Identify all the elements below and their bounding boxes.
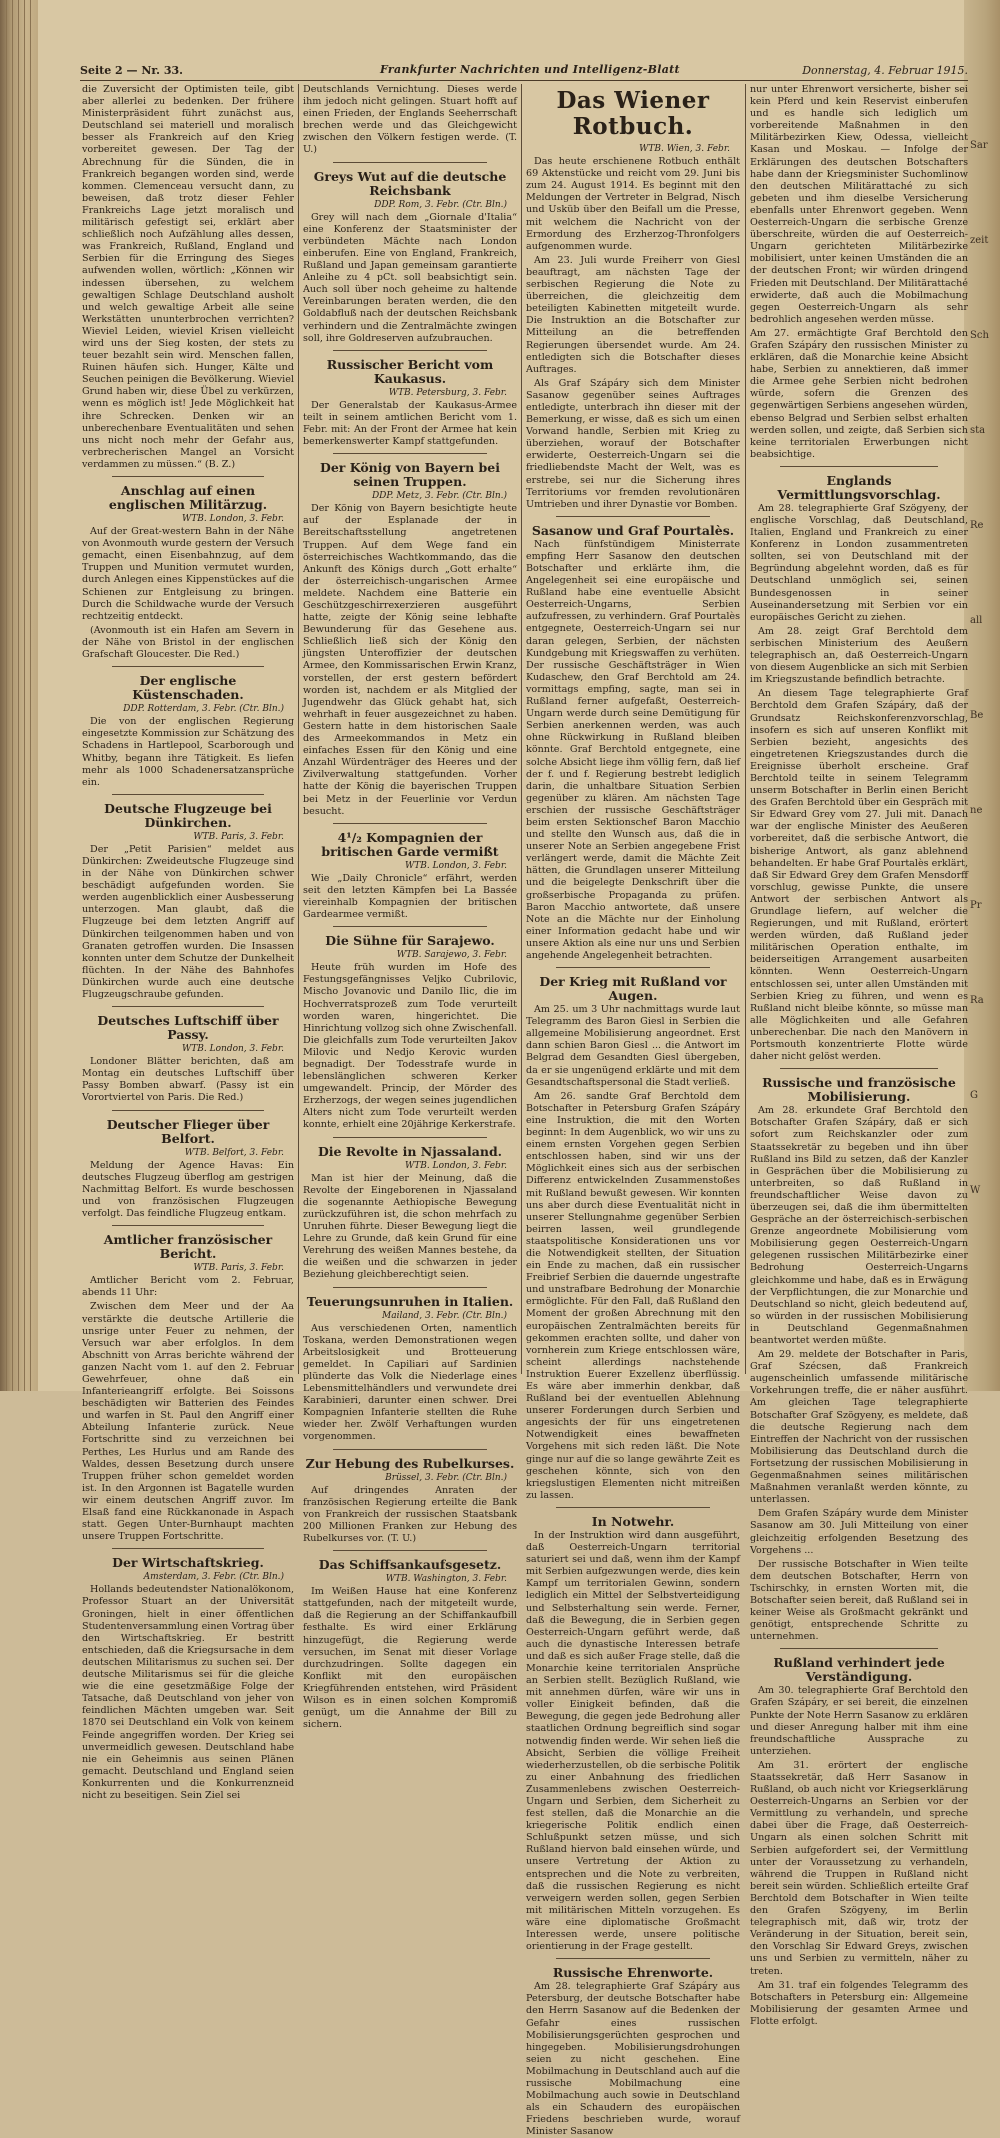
article-separator: [333, 350, 487, 351]
article-separator: [333, 1287, 487, 1288]
article-dateline: WTB. Washington, 3. Febr.: [385, 1574, 507, 1585]
fragment-text: Sar: [970, 140, 988, 151]
article-separator: [333, 162, 487, 163]
continued-paragraph: Deutschlands Vernichtung. Dieses werde ihm jedoch nicht gelingen. Stuart hofft auf einen Frieden, der Englands Seeherrschaft brechen werde und das Gleichgewicht zwischen den Völkern festigen werde. (T. U.): [303, 84, 517, 156]
lead-paragraph: Das heute erschienene Rotbuch enthält 69 Aktenstücke und reicht vom 29. Juni bis zum 24. August 1914. Es beginnt mit den Meldungen der Vertreter in Belgrad, Nisch und Usküb über den Beifall um die Presse, mit welchem die Nachricht von der Ermordung des Erzherzog-Thronfolgers aufgenommen wurde.: [526, 156, 740, 252]
column-1: [82, 84, 294, 1801]
column-4: [750, 84, 968, 2027]
article-headline: Teuerungsunruhen in Italien.: [306, 1293, 514, 1309]
article-headline: Sasanow und Graf Pourtalès.: [531, 522, 735, 538]
fragment-text: Re: [970, 520, 984, 531]
article-headline: Englands Vermittlungsvorschlag.: [777, 472, 941, 502]
column-2: [303, 84, 517, 1731]
article-separator: [112, 476, 264, 477]
article-separator: [112, 794, 264, 795]
column-rule: [521, 84, 522, 1374]
article-headline: Zur Hebung des Rubelkurses.: [305, 1455, 515, 1471]
article-dateline: WTB. London, 3. Febr.: [182, 514, 284, 524]
article-paragraph: Der russische Botschafter in Wien teilte dem deutschen Botschafter, Herrn von Tschirschky, in ernsten Worten mit, die Botschafter seien bereit, daß Rußland sei in keiner Weise als Großmacht gekränkt und genötigt, entsprechende Schritte zu unternehmen.: [750, 1558, 968, 1643]
article-headline: Das Schiffsankaufsgesetz.: [318, 1557, 502, 1573]
article-paragraph: Wie „Daily Chronicle“ erfährt, werden seit den letzten Kämpfen bei La Bassée viereinhalb Kompagnien der britischen Gardearmee vermißt.: [303, 872, 517, 921]
fragment-text: Ra: [970, 995, 984, 1006]
fragment-text: W: [970, 1185, 981, 1196]
article-paragraph: Am 25. um 3 Uhr nachmittags wurde laut Telegramm des Baron Giesl in Serbien die allgemeine Mobilisierung angeordnet. Erst dann schien Baron Giesl ... die Antwort im Belgrad dem Gesandten Giesl übergeben, da er sie ungenügend erklärte und mit dem Gesandtschaftspersonal die Stadt verließ.: [526, 1004, 740, 1088]
article-dateline: WTB. London, 3. Febr.: [405, 860, 507, 871]
article-headline: Der englische Küstenschaden.: [132, 673, 244, 703]
article-separator: [556, 967, 710, 968]
article-separator: [112, 1006, 264, 1007]
article-headline: Anschlag auf einen englischen Militärzug.: [108, 483, 268, 512]
article-separator: [556, 1958, 710, 1959]
article-separator: [333, 823, 487, 824]
article-separator: [112, 1548, 264, 1549]
article-dateline: DDP. Rom, 3. Febr. (Ctr. Bln.): [374, 199, 507, 210]
article-dateline: Brüssel, 3. Febr. (Ctr. Bln.): [385, 1472, 507, 1483]
article-separator: [780, 1648, 938, 1649]
article-dateline: DDP. Metz, 3. Febr. (Ctr. Bln.): [371, 491, 507, 502]
fragment-text: Be: [970, 710, 984, 721]
lead-dateline: WTB. Wien, 3. Febr.: [639, 144, 730, 154]
adjacent-page-fragment: [964, 0, 1000, 1391]
lead-paragraph: Am 23. Juli wurde Freiherr von Giesl beauftragt, am nächsten Tage der serbischen Regierung die Note zu überreichen, die gleichzeitig dem beteiligten Kabinetten mitgeteilt wurde. Die Instruktion an die Botschafter zur Mitteilung an die betreffenden Regierungen übersendet wurde. Am 24. entledigten sich die Botschafter dieses Auftrages.: [526, 254, 740, 375]
article-headline: Die Sühne für Sarajewo.: [325, 933, 495, 949]
article-dateline: WTB. Belfort, 3. Febr.: [184, 1147, 284, 1158]
article-paragraph: Amtlicher Bericht vom 2. Februar, abends 11 Uhr:: [82, 1275, 294, 1299]
article-paragraph: Nach fünfstündigem Ministerrate empfing Herr Sasanow den deutschen Botschafter und erklärte ihm, die Angelegenheit sei eine europäische und Rußland habe eine eventuelle Absicht Oesterreich-Ungarns, Serbien aufzufressen, zu verhindern. Graf Pourtalès entgegnete, Oesterreich-Ungarn sei nur daran gelegen, Serbien, der nächsten Kundgebung mit Kriegswaffen zu verhüten. Der russische Geschäftsträger in Wien Kudaschew, den Graf Berchtold am 24. vormittags empfing, sagte, man sei in Rußland ferner aufgefaßt, Oesterreich-Ungarn werde durch seine Demütigung für Serbien anerkennen werden, was auch ohne Rückwirkung in Rußland bleiben könnte. Graf Berchtold entgegnete, eine solche Absicht liege ihm völlig fern, daß lief der f. und f. Regierung bestrebt lediglich darin, die unhaltbare Situation Serbien gegenüber zu klären. Am nächsten Tage erschien der russische Geschäftsträger beim ersten Sektionschef Baron Macchio und stellte den Wunsch aus, daß die in unserer Note an Serbien angegebene Frist verlängert werde, damit die Mächte Zeit hätten, die Grundlagen unserer Mitteilung und die beigelegte Denkschrift über die großserbische Propaganda zu prüfen. Baron Macchio antwortete, daß unsere Note an die Mächte nur der Einholung einer Information gedacht habe und wir unsere Aktion als eine nur uns und Serbien angehende Angelegenheit betrachten.: [526, 538, 741, 961]
article-paragraph: Heute früh wurden im Hofe des Festungsgefängnisses Veljko Cubrilovic, Mischo Jovanovic und Danilo Ilic, die im Hochverratsprozeß zum Tode verurteilt worden waren, hingerichtet. Die Hinrichtung vollzog sich ohne Zwischenfall. Die gleichfalls zum Tode verurteilten Jakov Milovic und Nedjo Kerovic wurden begnadigt. Der Todesstrafe wurde in lebenslänglichen schweren Kerker umgewandelt. Princip, der Mörder des Erzherzogs, der wegen seines jugendlichen Alters nicht zum Tode verurteilt werden konnte, erhielt eine 20jährige Kerkerstrafe.: [303, 962, 517, 1131]
article-paragraph: Am 30. telegraphierte Graf Berchtold den Grafen Szápáry, er sei bereit, die einzelnen Punkte der Note Herrn Sasanow zu erklären und dieser Anregung halber mit ihm eine freundschaftliche Aussprache zu unterziehen.: [750, 1685, 968, 1757]
article-paragraph: Der „Petit Parisien“ meldet aus Dünkirchen: Zweideutsche Flugzeuge sind in der Nähe von Dünkirchen schwer beschädigt aufgefunden worden. Sie werden augenblicklich einer Ausbesserung unterzogen. Man glaubt, daß die Flugzeuge bei dem letzten Angriff auf Dünkirchen teilgenommen haben und von Granaten getroffen wurden. Die Insassen konnten unter dem Schutze der Dunkelheit flüchten. In der Nähe des Bahnhofes Dünkirchen wurde auch eine deutsche Flugzeugschraube gefunden.: [82, 843, 294, 1000]
article-separator: [333, 1137, 487, 1138]
article-paragraph: Am 26. sandte Graf Berchtold dem Botschafter in Petersburg Grafen Szápáry eine Instruktion, die mit den Worten beginnt: In dem Augenblick, wo wir uns zu einem ernsten Vorgehen gegen Serbien entschlossen haben, sind wir uns der Möglichkeit eines sich aus der serbischen Differenz entwickelnden Zusammenstoßes mit Rußland bewußt gewesen. Wir konnten uns aber durch diese Eventualität nicht in unserer Stellungnahme gegenüber Serbien beirren lassen, weil grundlegende staatspolitische Konsiderationen uns vor die Notwendigkeit stellten, der Situation ein Ende zu machen, daß ein russischer Freibrief Serbien die dauernde ungestrafte und unstrafbare Bedrohung der Monarchie ermöglichte. Für den Fall, daß Rußland den Moment der großen Abrechnung mit den europäischen Zentralmächten bereits für gekommen erachten sollte, und daher von vornherein zum Kriege entschlossen wäre, scheint allerdings nachstehende Instruktion Euerer Exzellenz überflüssig. Es wäre aber immerhin denkbar, daß Rußland bei der eventuellen Ablehnung unserer Forderungen durch Serbien und angesichts der für uns eingetretenen Notwendigkeit eines bewaffneten Vorgehens mit sich reden läßt. Die Note ginge nur auf die so lange gewährte Zeit es geschehen könnte, sich von den kriegslustigen Elementen nicht mitreißen zu lassen.: [526, 1090, 740, 1501]
article-paragraph: Am 29. meldete der Botschafter in Paris, Graf Szécsen, daß Frankreich augenscheinlich umfassende militärische Vorkehrungen treffe, die er näher ausführt. Am gleichen Tage telegraphierte Botschafter Graf Szögyeny, es meldete, daß die deutsche Regierung nach dem Eintreffen der Nachricht von der russischen Mobilisierung das Deutschland durch die Fortsetzung der russischen Mobilisierung in Gegenmaßnahmen seines militärischen Maßnahmen veranlaßt werden könnte, zu unterlassen.: [750, 1349, 968, 1506]
article-separator: [333, 1449, 487, 1450]
article-separator: [112, 666, 264, 667]
page-number: Seite 2 — Nr. 33.: [80, 64, 183, 77]
continued-paragraph: die Zuversicht der Optimisten teile, gibt aber allerlei zu bedenken. Der frühere Ministerpräsident führt zunächst aus, Deutschland sei materiell und moralisch besser als Frankreich auf den Krieg vorbereitet gewesen. Der Tag der Abrechnung für die Sünden, die in Frankreich begangen worden sind, werde kommen. Clemenceau versucht dann, zu beweisen, daß trotz dieser Fehler Frankreichs Lage jetzt moralisch und militärisch gefestigt sei, erklärt aber schließlich noch Aufzählung alles dessen, was Frankreich, Rußland, England und Serbien für die Erringung des Sieges aufwenden wollen, wörtlich: „Können wir indessen übersehen, zu welchem gewaltigen Schlage Deutschland ausholt und welch gewaltige Arbeit alle seine Werkstätten ununterbrochen verrichten? Wieviel Leiden, wieviel Krisen vielleicht wird uns der Sieg kosten, der stets zu teuer bezahlt sein wird. Menschen fallen, Ruinen häufen sich. Hunger, Kälte und Seuchen peinigen die Bevölkerung. Wieviel Grund haben wir, diese Übel zu verkürzen, wenn es möglich ist! Jede Möglichkeit hat ihre Schrecken. Denken wir an unberechenbare Eventualitäten und sehen uns nicht noch mehr der Gefahr aus, verbrecherischen Mangel an Vorsicht verdammen zu müssen.“ (B. Z.): [82, 84, 294, 470]
fragment-text: sta: [970, 425, 986, 436]
article-paragraph: Am 31. traf ein folgendes Telegramm des Botschafters in Petersburg ein: Allgemeine Mobilisierung der gesamten Armee und Flotte erfolgt.: [750, 1979, 968, 2027]
fragment-text: zeit: [970, 235, 989, 246]
article-paragraph: Am 28. telegraphierte Graf Szögyeny, der englische Vorschlag, daß Deutschland, Italien, England und Frankreich zu einer Konferenz in London zusammentreten sollten, sei von Deutschland mit der Begründung abgelehnt worden, daß es für Deutschland unmöglich sei, seinen Bundesgenossen in seiner Auseinandersetzung mit Serbien vor ein europäisches Gericht zu ziehen.: [750, 502, 968, 623]
article-headline: Der Krieg mit Rußland vor Augen.: [539, 974, 727, 1004]
article-headline: In Notwehr.: [591, 1513, 675, 1529]
article-paragraph: Man ist hier der Meinung, daß die Revolte der Eingeborenen in Njassaland die sogenannte Aethiopische Bewegung zurückzuführen ist, die schon mehrfach zu Unruhen führte. Dieser Bewegung liegt die Lehre zu Grunde, daß kein Grund für eine Verehrung des weißen Mannes bestehe, da die weißen und die schwarzen in jeder Beziehung gleichberechtigt seien.: [303, 1172, 517, 1281]
continued-paragraph: Am 27. ermächtigte Graf Berchtold den Grafen Szápáry den russischen Minister zu erklären, daß die Monarchie keine Absicht habe, Serbien zu annektieren, daß immer die Armee gehe Serbien nicht bedrohen würde, sofern die Grenzen des gegenwärtigen Serbiens angesehen würden, ebenso Belgrad und Serbien selbst erhalten werden sollen, und zeigte, daß Serbien sich keine territorialen Erwerbungen nicht beabsichtige.: [750, 327, 968, 460]
article-paragraph: Dem Grafen Szápáry wurde dem Minister Sasanow am 30. Juli Mitteilung von einer gleichzeitig erfolgenden Besetzung des Vorgehens ...: [750, 1508, 968, 1556]
article-dateline: WTB. London, 3. Febr.: [182, 1044, 284, 1055]
article-dateline: Mailand, 3. Febr. (Ctr. Bln.): [381, 1310, 507, 1321]
article-dateline: Amsterdam, 3. Febr. (Ctr. Bln.): [143, 1572, 284, 1583]
article-headline: Deutsche Flugzeuge bei Dünkirchen.: [104, 800, 272, 830]
article-dateline: WTB. Paris, 3. Febr.: [193, 1263, 284, 1274]
article-headline: Deutscher Flieger über Belfort.: [106, 1116, 270, 1146]
article-paragraph: Aus verschiedenen Orten, namentlich Toskana, werden Demonstrationen wegen Arbeitslosigkeit und Brotteuerung gemeldet. In Capiliari auf Sardinien plünderte das Volk die Niederlage eines Lebensmittelhändlers und verwundete drei Karabinieri, darunter einen schwer. Drei Kompagnien Infanterie stellten die Ruhe wieder her. Zwölf Verhaftungen wurden vorgenommen.: [303, 1322, 517, 1443]
page-header: [80, 62, 968, 81]
fragment-text: Sch: [970, 330, 989, 341]
fragment-text: G: [970, 1090, 978, 1101]
article-separator: [333, 453, 487, 454]
article-dateline: WTB. London, 3. Febr.: [405, 1160, 507, 1171]
article-separator: [333, 1550, 487, 1551]
article-dateline: WTB. Petersburg, 3. Febr.: [388, 387, 507, 398]
article-paragraph: (Avonmouth ist ein Hafen am Severn in der Nähe von Bristol in der englischen Grafschaft Gloucester. Die Red.): [82, 624, 294, 661]
article-headline: Amtlicher französischer Bericht.: [103, 1232, 273, 1262]
article-headline: Der Wirtschaftskrieg.: [112, 1555, 264, 1571]
article-dateline: WTB. Paris, 3. Febr.: [193, 831, 284, 842]
masthead: Frankfurter Nachrichten und Intelligenz-Blatt: [380, 63, 680, 76]
article-paragraph: Meldung der Agence Havas: Ein deutsches Flugzeug überflog am gestrigen Nachmittag Belfort. Es wurde beschossen und von französischen Flugzeugen verfolgt. Das feindliche Flugzeug entkam.: [82, 1159, 294, 1220]
article-paragraph: Am 31. erörtert der englische Staatssekretär, daß Herr Sasanow in Rußland, ob auch nicht vor Kriegserklärung Oesterreich-Ungarns an Serbien vor der Vermittlung zu verhandeln, und spreche dabei über die Frage, daß Oesterreich-Ungarn als einen solchen Schritt mit Serbien aufgefordert sei, der Vermittlung unter der Voraussetzung zu verhandeln, während die Truppen in Rußland nicht bereit sein würden. Schließlich erteilte Graf Berchtold dem Botschafter in Wien teilte den Grafen Szögyeny, im Berlin telegraphisch mit, daß wir, trotz der Veränderung in der Situation, bereit sein, den Vorschlag Sir Edward Greys, zwischen uns und Serbien zu vermitteln, näher zu treten.: [750, 1759, 968, 1977]
article-separator: [556, 516, 710, 517]
column-rule: [298, 84, 299, 1374]
column-3: [526, 84, 741, 2138]
article-headline: Greys Wut auf die deutsche Reichsbank: [313, 168, 507, 198]
article-paragraph: Auf der Great-western Bahn in der Nähe von Avonmouth wurde gestern der Versuch gemacht, einen Eisenbahnzug, auf dem Truppen und Munition vermutet wurden, durch Anlegen eines Kippenstückes auf die Schienen zur Entgleisung zu bringen. Durch die Schildwache wurde der Versuch rechtzeitig entdeckt.: [82, 526, 294, 622]
article-paragraph: Londoner Blätter berichten, daß am Montag ein deutsches Luftschiff über Passy Bomben abwarf. (Passy ist ein Vorortviertel von Paris. Die Red.): [82, 1056, 294, 1104]
article-headline: Russische Ehrenworte.: [552, 1965, 714, 1981]
article-paragraph: Auf dringendes Anraten der französischen Regierung erteilte die Bank von Frankreich der russischen Staatsbank 200 Millionen Franken zur Hebung des Rubelkurses vor. (T. U.): [303, 1484, 517, 1544]
article-headline: Rußland verhindert jede Verständigung.: [773, 1655, 945, 1685]
article-headline: Deutsches Luftschiff über Passy.: [97, 1013, 279, 1043]
article-paragraph: Am 28. zeigt Graf Berchtold dem serbischen Ministerium des Aeußern telegraphisch an, daß Oesterreich-Ungarn von diesem Augenblicke an sich mit Serbien im Kriegszustande befindlich betrachte.: [750, 625, 968, 686]
bound-page-edges: [0, 0, 38, 1391]
article-paragraph: An diesem Tage telegraphierte Graf Berchtold dem Grafen Szápáry, daß der Grundsatz Reichskonferenzvorschlag, insofern es sich auf unseren Konflikt mit Serbien bezieht, angesichts des eingetretenen Kriegszustandes durch die Ereignisse überholt erscheine. Graf Berchtold teilte in seinem Telegramm unserm Botschafter in Berlin einen Bericht des Grafen Berchtold über ein Gespräch mit Sir Edward Grey vom 27. Juli mit. Danach war der englische Minister des Aeußeren vorbereitet, daß die serbische Antwort, die bisherige Antwort, als ganz ablehnend behandelten. Er habe Graf Pourtalès erklärt, daß Sir Edward Grey dem Grafen Mensdorff vorschlug, gewisse Punkte, die unsere Antwort der serbischen Antwort als Grundlage liefern, auf welcher die Regierungen, und mit Rußland, erörtert werden würden, daß Rußland jeder militärischen Operation enthalte, im beiderseitigen Arrangement ausarbeiten könnten. Wenn Oesterreich-Ungarn entschlossen sei, unter allen Umständen mit Serbien Krieg zu führen, und wenn es Rußland nicht bleibe könnte, so müsse man alle Möglichkeiten und alle Gefahren unberechenbar. Die nach den Manövern in Portsmouth konzentrierte Flotte würde daher nicht gelöst werden.: [750, 688, 968, 1063]
article-paragraph: Der König von Bayern besichtigte heute auf der Esplanade der in Bereitschaftsstellung angetretenen Truppen. Auf dem Wege fand ein österreichisches Wachtkommando, das die Ankunft des Königs durch „Gott erhalte“ der österreichisch-ungarischen Armee meldete. Nachdem eine Batterie ein Geschützgeschirrexerzieren ausgeführt hatte, zeigte der König seine lebhafte Bewunderung für das Gesehene aus. Schließlich ließ sich der König den jüngsten Unteroffizier der deutschen Armee, den Kommissarischen Erwin Kranz, vorstellen, der erst gestern befördert worden ist, nachdem er als Mitglied der Jugendwehr das Glück gehabt hat, sich wehrhaft in feuer ausgezeichnet zu haben. Gestern hatte in dem historischen Saale des Armeekommandos in Metz ein einfaches Essen für den König und eine Anzahl Würdenträger des Heeres und der Zivilverwaltung stattgefunden. Vorher hatte der König die bayerischen Truppen bei Metz in der Feuerlinie vor Verdun besucht.: [303, 503, 517, 817]
issue-date: Donnerstag, 4. Februar 1915.: [802, 64, 968, 77]
fragment-text: Pr: [970, 900, 982, 911]
fragment-text: all: [970, 615, 983, 626]
article-paragraph: Hollands bedeutendster Nationalökonom, Professor Stuart an der Universität Groningen, hielt in einer öffentlichen Studentenversammlung einen Vortrag über den Wirtschaftskrieg. Er bestritt entschieden, daß die Kriegsursache in dem deutschen Militarismus zu suchen sei. Der deutsche Militarismus sei für die gleiche wie die eine gesetzmäßige Folge der Tatsache, daß Deutschland von jeher von feindlichen Mächten umgeben war. Seit 1870 sei Deutschland ein Volk von keinem Feinde angegriffen worden. Der Krieg sei unvermeidlich gewesen. Deutschland habe nie ein Geheimnis aus seinen Plänen gemacht. Deutschland und England seien Konkurrenten und die Konkurrenzneid nicht zu beseitigen. Sein Ziel sei: [82, 1584, 294, 1801]
article-headline: Russische und französische Mobilisierung.: [762, 1075, 956, 1105]
article-paragraph: Zwischen dem Meer und der Aa verstärkte die deutsche Artillerie die unsrige unter Feuer zu nehmen, der Versuch war aber erfolglos. In dem Abschnitt von Arras berichte während der ganzen Nacht vom 1. auf den 2. Februar Gewehrfeuer, ohne daß ein Infanterieangriff erfolgte. Bei Soissons beschädigten wir Batterien des Feindes und warfen in St. Paul den Angriff einer Abteilung Infanterie zurück. Neue Fortschritte sind zu verzeichnen bei Perthes, Les Hurlus und am Rande des Waldes, dessen Besetzung durch unsere Truppen früher schon gemeldet worden ist. In den Argonnen ist Bagatelle wurden wir einem deutschen Angriff zuvor. Im Elsaß fand eine Rückkanonade in Aspach statt. Gegen Unter-Burnhaupt machten unsere Truppen Fortschritte.: [82, 1301, 294, 1543]
article-paragraph: Die von der englischen Regierung eingesetzte Kommission zur Schätzung des Schadens in Hartlepool, Scarborough und Whitby, begann ihre Tätigkeit. Es liefen mehr als 1000 Schadenersatzansprüche ein.: [82, 716, 294, 788]
article-headline: Der König von Bayern bei seinen Truppen.: [320, 460, 500, 490]
lead-headline: Das Wiener Rotbuch.: [556, 87, 710, 140]
fragment-text: ne: [970, 805, 983, 816]
article-dateline: WTB. Sarajewo, 3. Febr.: [396, 950, 507, 961]
article-separator: [780, 1068, 938, 1069]
lead-paragraph: Als Graf Szápáry sich dem Minister Sasanow gegenüber seines Auftrages entledigte, unterbrach ihn dieser mit der Bemerkung, er wisse, daß es sich um einen Vorwand handle, Serbien mit Krieg zu überziehen, worauf der Botschafter erwiderte, Oesterreich-Ungarn sei die friedliebendste Macht der Welt, was es erstrebe, sei nur die Sicherung ihres Territoriums vor fremden revolutionären Umtrieben und ihrer Dynastie vor Bomben.: [526, 377, 740, 510]
article-paragraph: Der Generalstab der Kaukasus-Armee teilt in seinem amtlichen Bericht vom 1. Febr. mit: An der Front der Armee hat kein bemerkenswerter Kampf stattgefunden.: [303, 399, 517, 448]
article-headline: Die Revolte in Njassaland.: [317, 1143, 503, 1159]
article-paragraph: Im Weißen Hause hat eine Konferenz stattgefunden, nach der mitgeteilt wurde, daß die Regierung an der Schiffankaufbill festhalte. Es wird einer Erklärung hinzugefügt, die Regierung werde versuchen, im Senat mit dieser Vorlage durchzudringen. Sollte dagegen ein Konflikt mit den europäischen Kriegführenden entstehen, wird Präsident Wilson es in einen solchen Kompromiß genügt, um die Annahme der Bill zu sichern.: [303, 1586, 517, 1731]
article-paragraph: Am 28. telegraphierte Graf Szápáry aus Petersburg, der deutsche Botschafter habe den Herrn Sasanow auf die Bedenken der Gefahr eines russischen Mobilisierungsgerüchten gesprochen und hingegeben. Mobilisierungsdrohungen seien zu nicht geschehen. Eine Mobilmachung in Deutschland auch auf die russische Mobilmachung eine Mobilmachung auch sowie in Deutschland als ein Schaudern des europäischen Friedens beschrieben wurde, worauf Minister Sasanow: [526, 1981, 740, 2138]
article-dateline: DDP. Rotterdam, 3. Febr. (Ctr. Bln.): [123, 704, 284, 715]
article-paragraph: Am 28. erkundete Graf Berchtold den Botschafter Grafen Szápáry, daß er sich sofort zum Reichskanzler oder zum Staatssekretär zu begeben und ihn über Rußland ins Bild zu setzen, daß der Kanzler in Gesprächen über die Mobilisierung zu unterbreiten, so daß Rußland in freundschaftlicher Weise davon zu überzeugen sei, daß die ihm übermittelten Gespräche an der österreichisch-serbischen Grenze angeordnete Mobilisierung vom Mobilisierung gegen Oesterreich-Ungarn gelegenen russischen Militärbezirke einer Bedrohung Oesterreich-Ungarns gleichkomme und habe, daß es in Erwägung der Verpflichtungen, die zur Monarchie und Deutschland so nicht, gleich bedeutend auf, so würden in der russischen Mobilisierung in Deutschland Gegenmaßnahmen beantwortet werden müßte.: [750, 1105, 968, 1346]
article-separator: [112, 1110, 264, 1111]
article-paragraph: Grey will nach dem „Giornale d'Italia“ eine Konferenz der Staatsminister der verbündeten Mächte nach London einberufen. Eine von England, Frankreich, Rußland und Japan gemeinsam garantierte Anleihe zu 4 pCt. soll beabsichtigt sein. Auch soll über noch geheime zu haltende Vereinbarungen beraten werden, die den Goldabfluß nach der deutschen Reichsbank verhindern und die Zentralmächte zwingen soll, ihre Goldreserven aufzubrauchen.: [303, 211, 517, 344]
article-separator: [556, 1507, 710, 1508]
article-paragraph: In der Instruktion wird dann ausgeführt, daß Oesterreich-Ungarn territorial saturiert sei und daß, wenn ihm der Kampf mit Serbien aufgezwungen werde, dies kein Kampf um territorialen Gewinn, sondern lediglich ein Mittel der Selbstverteidigung und Selbsterhaltung sein werde. Ferner, daß die Bewegung, die in Serbien gegen Oesterreich-Ungarn geführt werde, daß auch die dynastische Interessen betrafe und daß es sich außer Frage stelle, daß die Monarchie keine territorialen Ansprüche an Serbien stellt. Bezüglich Rußland, wie mit annehmen dürfen, wäre wir uns in voller Einigkeit befinden, daß die Bewegung, die gegen jede Bedrohung aller staatlichen Ordnung begreiflich sind sogar notwendig finden werde. Wir sehen ließ die Absicht, Serbien die völlige Freiheit wiederherzustellen, ob die serbische Politik zu einer Anbahnung des friedlichen Zusammenlebens zwischen Oesterreich-Ungarn und Serbien, dem Sicherheit zu fest stellen, daß die Monarchie an die kriegerische Politik endlich einen Schlußpunkt setzen müsse, und sich Rußland hiervon bald einsehen würde, und unsere Vertretung der Aktion zu entsprechen und die Note zu verbreiten, daß die russischen Regierung es nicht verweigern werden sollen, gegen Serbien mit militärischen Mitteln vorzugehen. Es wäre eine diplomatische Großmacht Interessen werde, unsere politische orientierung in der Frage gestellt.: [526, 1529, 740, 1953]
continued-paragraph: nur unter Ehrenwort versicherte, bisher sei kein Pferd und kein Reservist einberufen und es handle sich lediglich um vorbereitende Maßnahmen in den Militärbezirken Kiew, Odessa, vielleicht Kasan und Moskau. — Infolge der Erklärungen des deutschen Botschafters habe dann der Kriegsminister Suchomlinow den deutschen Militärattaché zu sich gebeten und ihm dieselbe Versicherung ebenfalls unter Ehrenwort gegeben. Wenn Oesterreich-Ungarn die serbische Grenze überschreite, würden die auf Oesterreich-Ungarn gerichteten Militärbezirke mobilisiert, unter keinen Umständen die an der deutschen Front; wir würden dringend Frieden mit Deutschland. Der Militärattaché erwiderte, daß auch die Mobilmachung gegen Oesterreich-Ungarn als sehr bedrohlich angesehen werden müsse.: [750, 84, 968, 325]
article-headline: 4¹/₂ Kompagnien der britischen Garde vermißt: [321, 829, 499, 859]
article-separator: [780, 466, 938, 467]
article-separator: [112, 1225, 264, 1226]
article-headline: Russischer Bericht vom Kaukasus.: [326, 356, 494, 386]
article-separator: [333, 926, 487, 927]
column-rule: [745, 84, 746, 1374]
